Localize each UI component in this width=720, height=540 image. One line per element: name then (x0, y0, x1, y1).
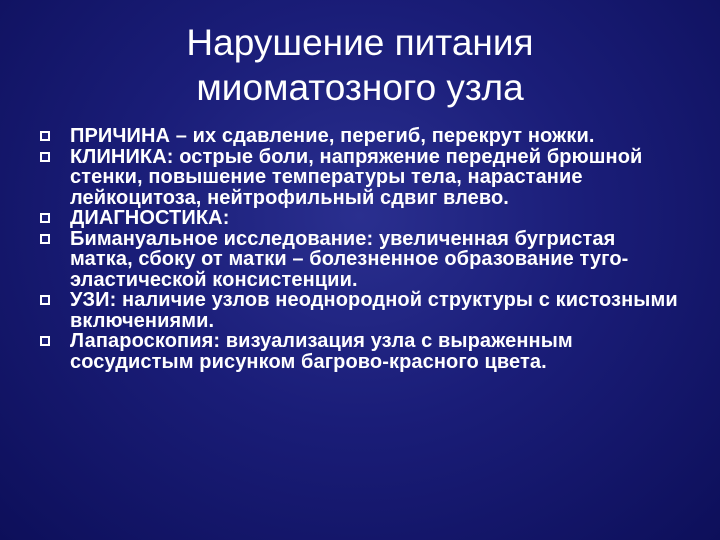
bullet-item-clinic (40, 147, 680, 209)
square-bullet-icon (40, 234, 50, 244)
bullet-item-ultrasound (40, 290, 680, 331)
slide-title (60, 20, 660, 110)
bullet-text: ДИАГНОСТИКА: (70, 207, 230, 229)
slide-title-line-2: миоматозного узла (196, 67, 524, 108)
bullet-text: Лапароскопия: визуализация узла с выраженным сосудистым рисунком багрово-красного цвета. (70, 330, 573, 373)
slide-title-line-1: Нарушение питания (186, 22, 534, 63)
bullet-text: ПРИЧИНА – их сдавление, перегиб, перекрут ножки. (70, 125, 595, 147)
square-bullet-icon (40, 336, 50, 346)
bullet-list (40, 126, 680, 372)
square-bullet-icon (40, 213, 50, 223)
bullet-item-laparoscopy (40, 331, 680, 372)
bullet-text: КЛИНИКА: острые боли, напряжение передней брюшной стенки, повышение температуры тела, нарастание лейкоцитоза, нейтрофильный сдвиг влево. (70, 145, 643, 209)
bullet-text: Бимануальное исследование: увеличенная бугристая матка, сбоку от матки – болезненное образование туго-эластической консистенции. (70, 227, 629, 291)
square-bullet-icon (40, 295, 50, 305)
bullet-text: УЗИ: наличие узлов неоднородной структуры с кистозными включениями. (70, 289, 678, 332)
bullet-item-cause (40, 126, 680, 147)
bullet-item-diagnostics (40, 208, 680, 229)
bullet-item-bimanual (40, 229, 680, 291)
square-bullet-icon (40, 131, 50, 141)
square-bullet-icon (40, 152, 50, 162)
